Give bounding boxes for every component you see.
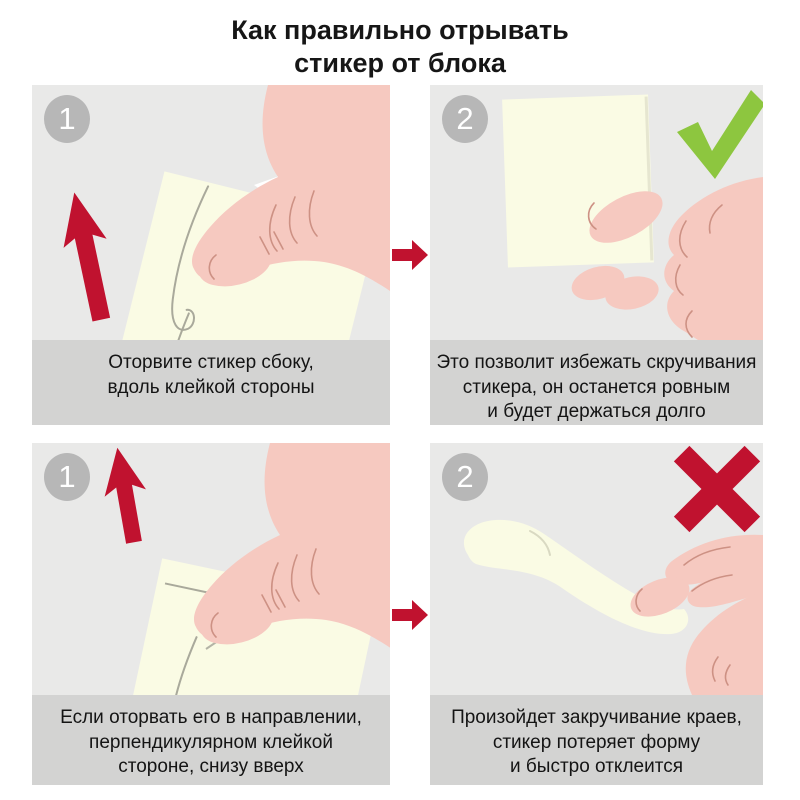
panel-illustration-area: [430, 85, 763, 340]
sticker-note: [502, 95, 654, 268]
panel-illustration-area: [32, 85, 390, 340]
check-icon: [677, 90, 763, 179]
panel-correct-step1: [32, 85, 390, 425]
caption-line: Оторвите стикер сбоку,: [108, 352, 314, 373]
next-step-arrow-icon: [392, 600, 428, 630]
caption-line: стороне, снизу вверх: [118, 756, 304, 778]
caption-line: и быстро отклеится: [510, 756, 683, 778]
cross-icon: [674, 446, 760, 532]
page-title-line: стикер от блока: [294, 47, 506, 78]
next-step-arrow-icon: [392, 240, 428, 270]
curled-sticker-note: [464, 520, 688, 634]
hand: [625, 535, 763, 695]
peel-direction-up-arrow-icon: [53, 188, 123, 324]
panel-caption: [32, 695, 390, 785]
panel-caption: [430, 340, 763, 425]
caption-line: стикер потеряет форму: [492, 731, 701, 753]
fingers-behind: [568, 260, 662, 314]
page-title: [0, 14, 800, 80]
panel-correct-step2: [430, 85, 763, 425]
caption-line: стикера, он останется ровным: [462, 376, 731, 398]
panel-wrong-step1: [32, 443, 390, 785]
panel-caption: [32, 340, 390, 425]
caption-line: Произойдет закручивание краев,: [451, 707, 742, 728]
caption-line: вдоль клейкой стороны: [107, 376, 315, 398]
caption-line: и будет держаться долго: [487, 401, 706, 423]
panel-wrong-step2: [430, 443, 763, 785]
step-badge: 2: [442, 95, 488, 143]
panel-illustration-area: [32, 443, 390, 695]
caption-line: Это позволит избежать скручивания: [436, 352, 757, 373]
panel-caption: [430, 695, 763, 785]
panel-illustration-area: [430, 443, 763, 695]
caption-line: перпендикулярном клейкой: [89, 731, 333, 753]
step-badge: 1: [44, 95, 90, 143]
page-title-line: Как правильно отрывать: [231, 15, 569, 45]
caption-line: Если оторвать его в направлении,: [60, 707, 362, 728]
step-badge: 1: [44, 453, 90, 501]
step-badge: 2: [442, 453, 488, 501]
peel-direction-up-arrow-icon: [97, 444, 155, 546]
